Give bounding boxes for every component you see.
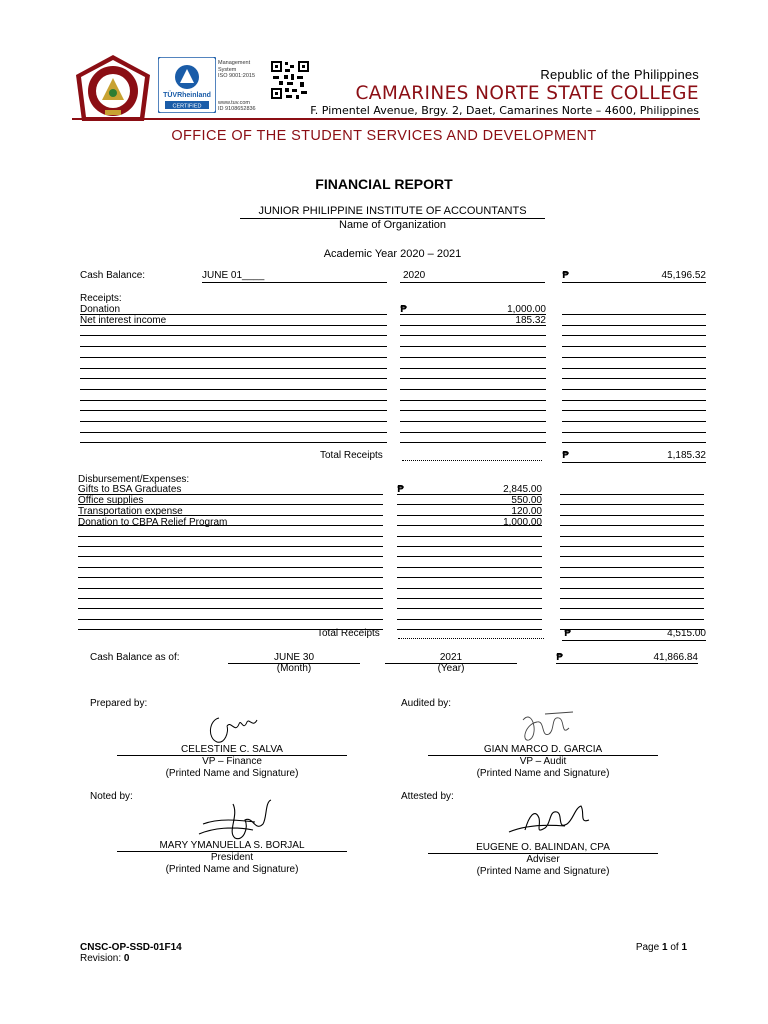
receipt-row-line xyxy=(80,325,387,326)
receipt-item-amount: 1,000.00 xyxy=(507,304,546,315)
peso-sign: ₱ xyxy=(564,628,571,639)
disbursements-total-dots xyxy=(398,638,544,639)
receipts-heading: Receipts: xyxy=(80,293,122,304)
revision-label: Revision: xyxy=(80,953,122,964)
audited-signature xyxy=(515,706,585,746)
receipt-amount-line xyxy=(400,335,546,336)
audited-position: VP – Audit xyxy=(519,756,567,767)
org-caption: Name of Organization xyxy=(339,219,446,231)
disbursement-amount-line xyxy=(397,577,542,578)
disbursements-total-label: Total Receipts xyxy=(317,628,380,639)
disbursement-row-line xyxy=(78,515,383,516)
disbursement-total-col-line xyxy=(560,556,704,557)
ending-balance-line xyxy=(556,663,698,664)
ending-year: 2021 xyxy=(439,652,463,663)
iso-line-2: System xyxy=(218,66,237,73)
disbursement-amount-line xyxy=(397,494,542,495)
disbursement-row-line xyxy=(78,567,383,568)
peso-sign: ₱ xyxy=(400,304,407,315)
page-word: Page xyxy=(635,942,660,953)
disbursement-total-col-line xyxy=(560,494,704,495)
disbursement-item-amount: 2,845.00 xyxy=(503,484,542,495)
receipts-total-amount: 1,185.32 xyxy=(667,450,706,461)
noted-position: President xyxy=(210,852,254,863)
receipt-row-line xyxy=(80,314,387,315)
cash-balance-month-line xyxy=(202,282,387,283)
receipt-total-col-line xyxy=(562,368,706,369)
disbursement-amount-line xyxy=(397,536,542,537)
disbursement-row-line xyxy=(78,494,383,495)
report-title: FINANCIAL REPORT xyxy=(315,176,453,192)
qr-code-icon xyxy=(270,60,310,100)
receipts-total-dots xyxy=(402,460,542,461)
receipts-total-label: Total Receipts xyxy=(320,450,383,461)
receipt-row-line xyxy=(80,410,387,411)
peso-sign: ₱ xyxy=(562,270,569,281)
receipt-amount-line xyxy=(400,410,546,411)
disbursement-amount-line xyxy=(397,629,542,630)
ending-month-caption: (Month) xyxy=(276,663,312,674)
disbursement-row-line xyxy=(78,504,383,505)
noted-name: MARY YMANUELLA S. BORJAL xyxy=(159,840,305,851)
receipt-item-name: Donation xyxy=(80,304,121,315)
disbursement-row-line xyxy=(78,588,383,589)
disbursement-total-col-line xyxy=(560,504,704,505)
cash-balance-year: 2020 xyxy=(403,270,426,281)
prepared-by-label: Prepared by: xyxy=(90,698,148,709)
attested-by-label: Attested by: xyxy=(401,791,454,802)
tuv-certified-text: CERTIFIED xyxy=(172,103,202,110)
receipt-row-line xyxy=(80,421,387,422)
disbursement-row-line xyxy=(78,577,383,578)
receipt-row-line xyxy=(80,400,387,401)
prepared-name: CELESTINE C. SALVA xyxy=(181,744,283,755)
disbursement-amount-line xyxy=(397,556,542,557)
republic-text: Republic of the Philippines xyxy=(540,67,699,82)
disbursement-total-col-line xyxy=(560,588,704,589)
receipt-row-line xyxy=(80,335,387,336)
org-name: JUNIOR PHILIPPINE INSTITUTE OF ACCOUNTANTS xyxy=(258,205,527,217)
disbursement-item-name: Office supplies xyxy=(78,495,144,506)
disbursements-total-amount: 4,515.00 xyxy=(667,628,706,639)
cash-balance-amount-line xyxy=(562,282,706,283)
receipt-row-line xyxy=(80,378,387,379)
receipt-amount-line xyxy=(400,357,546,358)
receipts-total-line xyxy=(562,462,706,463)
revision-value: 0 xyxy=(123,953,130,964)
disbursement-amount-line xyxy=(397,515,542,516)
receipt-row-line xyxy=(80,368,387,369)
ending-month: JUNE 30 xyxy=(273,652,314,663)
disbursement-amount-line xyxy=(397,567,542,568)
receipt-total-col-line xyxy=(562,335,706,336)
iso-id: ID 9108652836 xyxy=(218,106,256,112)
cash-balance-year-line xyxy=(400,282,545,283)
prepared-position: VP – Finance xyxy=(202,756,262,767)
disbursement-total-col-line xyxy=(560,546,704,547)
attested-position: Adviser xyxy=(526,854,560,865)
attested-signature xyxy=(505,802,595,842)
receipt-item-amount: 185.32 xyxy=(515,315,546,326)
iso-info xyxy=(218,60,270,113)
disbursement-item-amount: 120.00 xyxy=(511,506,542,517)
disbursements-heading: Disbursement/Expenses: xyxy=(78,474,190,485)
disbursement-item-name: Donation to CBPA Relief Program xyxy=(78,517,228,528)
receipt-total-col-line xyxy=(562,442,706,443)
noted-signature xyxy=(193,798,283,846)
header-divider xyxy=(72,118,700,120)
ending-year-caption: (Year) xyxy=(437,663,465,674)
receipt-total-col-line xyxy=(562,389,706,390)
disbursement-row-line xyxy=(78,536,383,537)
receipt-row-line xyxy=(80,357,387,358)
receipt-item-name: Net interest income xyxy=(80,315,167,326)
disbursement-item-amount: 550.00 xyxy=(511,495,542,506)
disbursement-row-line xyxy=(78,608,383,609)
attested-name: EUGENE O. BALINDAN, CPA xyxy=(476,842,610,853)
page-of: of xyxy=(670,942,679,953)
page-total: 1 xyxy=(681,942,687,953)
tuv-certification-logo xyxy=(158,57,216,113)
disbursement-total-col-line xyxy=(560,515,704,516)
receipt-amount-line xyxy=(400,368,546,369)
receipt-row-line xyxy=(80,346,387,347)
receipt-amount-line xyxy=(400,421,546,422)
disbursement-total-col-line xyxy=(560,608,704,609)
noted-by-label: Noted by: xyxy=(90,791,133,802)
ending-balance-label: Cash Balance as of: xyxy=(90,652,180,663)
prepared-caption: (Printed Name and Signature) xyxy=(165,768,299,779)
disbursement-amount-line xyxy=(397,504,542,505)
cash-balance-amount: 45,196.52 xyxy=(661,270,706,281)
disbursement-amount-line xyxy=(397,525,542,526)
audited-by-label: Audited by: xyxy=(401,698,452,709)
audited-caption: (Printed Name and Signature) xyxy=(476,768,610,779)
disbursement-total-col-line xyxy=(560,598,704,599)
disbursement-amount-line xyxy=(397,608,542,609)
audited-name: GIAN MARCO D. GARCIA xyxy=(483,744,603,755)
receipt-total-col-line xyxy=(562,378,706,379)
ending-balance-amount: 41,866.84 xyxy=(653,652,698,663)
college-name: CAMARINES NORTE STATE COLLEGE xyxy=(355,83,699,104)
disbursement-row-line xyxy=(78,598,383,599)
cash-balance-month: JUNE 01____ xyxy=(202,270,265,281)
receipt-total-col-line xyxy=(562,421,706,422)
disbursement-row-line xyxy=(78,546,383,547)
receipt-row-line xyxy=(80,442,387,443)
receipt-amount-line xyxy=(400,442,546,443)
receipt-row-line xyxy=(80,432,387,433)
receipt-total-col-line xyxy=(562,432,706,433)
receipt-amount-line xyxy=(400,346,546,347)
form-code: CNSC-OP-SSD-01F14 xyxy=(80,942,182,953)
office-title: OFFICE OF THE STUDENT SERVICES AND DEVELOPMENT xyxy=(171,128,597,144)
disbursement-amount-line xyxy=(397,588,542,589)
disbursement-total-col-line xyxy=(560,619,704,620)
academic-year: Academic Year 2020 – 2021 xyxy=(323,248,462,260)
receipt-total-col-line xyxy=(562,400,706,401)
disbursement-amount-line xyxy=(397,598,542,599)
disbursement-item-name: Gifts to BSA Graduates xyxy=(78,484,182,495)
receipt-amount-line xyxy=(400,432,546,433)
disbursement-row-line xyxy=(78,629,383,630)
receipt-amount-line xyxy=(400,325,546,326)
noted-caption: (Printed Name and Signature) xyxy=(165,864,299,875)
disbursement-total-col-line xyxy=(560,525,704,526)
receipt-total-col-line xyxy=(562,357,706,358)
revision xyxy=(80,953,129,965)
receipt-amount-line xyxy=(400,389,546,390)
disbursement-total-col-line xyxy=(560,629,704,630)
disbursement-amount-line xyxy=(397,546,542,547)
peso-sign: ₱ xyxy=(397,484,404,495)
receipt-total-col-line xyxy=(562,325,706,326)
disbursement-row-line xyxy=(78,525,383,526)
disbursement-total-col-line xyxy=(560,577,704,578)
receipt-amount-line xyxy=(400,400,546,401)
disbursement-total-col-line xyxy=(560,567,704,568)
iso-line-3: ISO 9001:2015 xyxy=(218,73,256,79)
college-address: F. Pimentel Avenue, Brgy. 2, Daet, Camarines Norte – 4600, Philippines xyxy=(310,104,699,117)
disbursement-row-line xyxy=(78,556,383,557)
page-number xyxy=(636,942,687,954)
receipt-total-col-line xyxy=(562,346,706,347)
receipt-total-col-line xyxy=(562,314,706,315)
disbursement-item-name: Transportation expense xyxy=(78,506,183,517)
peso-sign: ₱ xyxy=(562,450,569,461)
receipt-amount-line xyxy=(400,378,546,379)
page-current: 1 xyxy=(661,942,668,953)
receipt-row-line xyxy=(80,389,387,390)
receipt-amount-line xyxy=(400,314,546,315)
peso-sign: ₱ xyxy=(556,652,563,663)
iso-line-1: Management xyxy=(218,60,251,66)
disbursement-item-amount: 1,000.00 xyxy=(503,517,542,528)
disbursement-total-col-line xyxy=(560,536,704,537)
tuv-text: TÜVRheinland xyxy=(163,92,211,99)
disbursement-amount-line xyxy=(397,619,542,620)
iso-web: www.tuv.com xyxy=(218,99,250,106)
receipt-total-col-line xyxy=(562,410,706,411)
disbursements-total-line xyxy=(562,640,706,641)
cash-balance-label: Cash Balance: xyxy=(80,270,146,281)
attested-caption: (Printed Name and Signature) xyxy=(476,866,610,877)
disbursement-row-line xyxy=(78,619,383,620)
